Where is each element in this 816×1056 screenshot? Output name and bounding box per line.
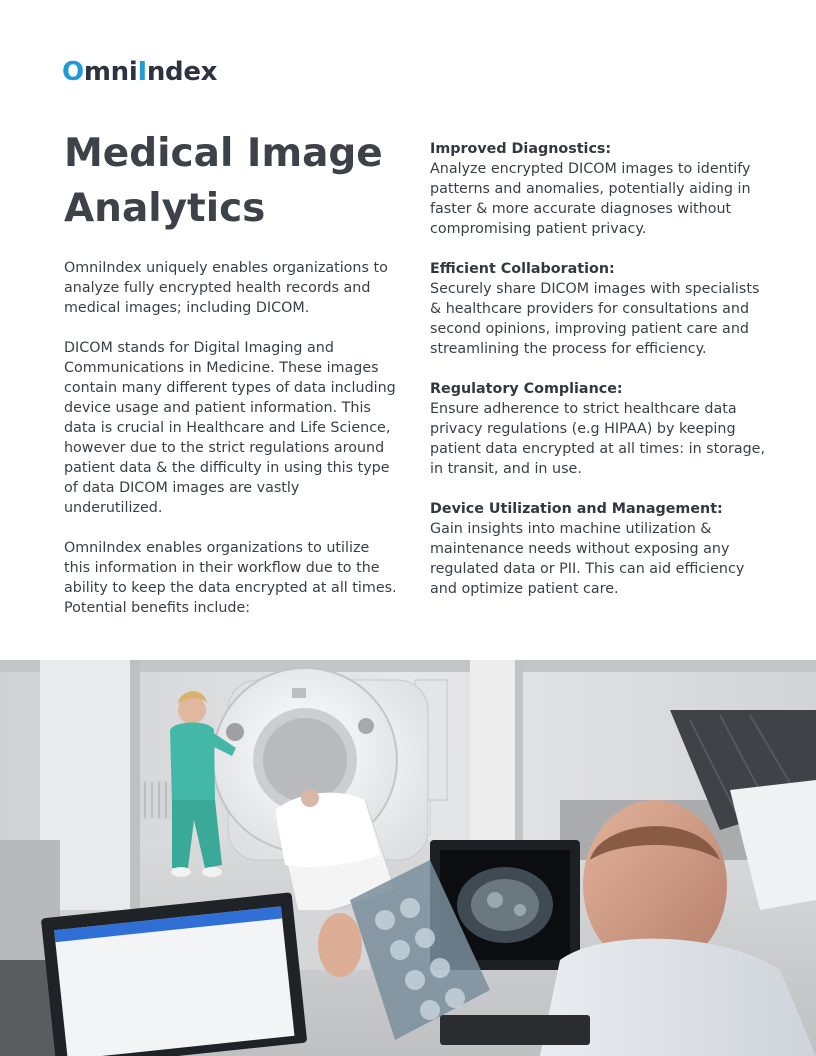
benefit-text: Ensure adherence to strict healthcare data privacy regulations (e.g HIPAA) by keeping patient data encrypted at all times: in storage, in transit, and in use. bbox=[430, 401, 766, 477]
ct-scan-room-photo bbox=[0, 660, 816, 1056]
benefit-efficient-collaboration bbox=[430, 259, 768, 359]
benefit-improved-diagnostics bbox=[430, 139, 768, 239]
logo-text-mni: mni bbox=[83, 57, 138, 87]
benefit-device-utilization bbox=[430, 499, 768, 599]
benefits-column bbox=[430, 139, 768, 619]
logo-text-ndex: ndex bbox=[146, 57, 218, 87]
benefit-text: Securely share DICOM images with specialists & healthcare providers for consultations and second opinions, improving patient care and streamlining the process for efficiency. bbox=[430, 281, 760, 357]
page-title: Medical Image Analytics bbox=[64, 131, 383, 231]
intro-column bbox=[64, 258, 398, 638]
benefits-intro-paragraph: OmniIndex enables organizations to utilize this information in their workflow due to the ability to keep the data encrypted at all times. Potential benefits include: bbox=[64, 540, 397, 616]
benefit-title: Device Utilization and Management: bbox=[430, 501, 723, 517]
dicom-paragraph: DICOM stands for Digital Imaging and Communications in Medicine. These images contain many different types of data including device usage and patient information. This data is crucial in Healthcare and Life Science, however due to the strict regulations around patient data & the difficulty in using this type of data DICOM images are vastly underutilized. bbox=[64, 340, 396, 516]
benefit-regulatory-compliance bbox=[430, 379, 768, 479]
benefit-title: Regulatory Compliance: bbox=[430, 381, 623, 397]
benefit-text: Gain insights into machine utilization & maintenance needs without exposing any regulated data or PII. This can aid efficiency and optimize patient care. bbox=[430, 521, 745, 597]
photo-illustration bbox=[0, 660, 816, 1056]
benefit-title: Efficient Collaboration: bbox=[430, 261, 615, 277]
logo-letter-i: I bbox=[137, 57, 147, 87]
benefit-text: Analyze encrypted DICOM images to identify patterns and anomalies, potentially aiding in faster & more accurate diagnoses without compromising patient privacy. bbox=[430, 161, 751, 237]
logo-letter-o: O bbox=[62, 57, 84, 87]
intro-paragraph: OmniIndex uniquely enables organizations to analyze fully encrypted health records and medical images; including DICOM. bbox=[64, 260, 388, 316]
omniindex-logo bbox=[62, 56, 217, 88]
benefit-title: Improved Diagnostics: bbox=[430, 141, 612, 157]
